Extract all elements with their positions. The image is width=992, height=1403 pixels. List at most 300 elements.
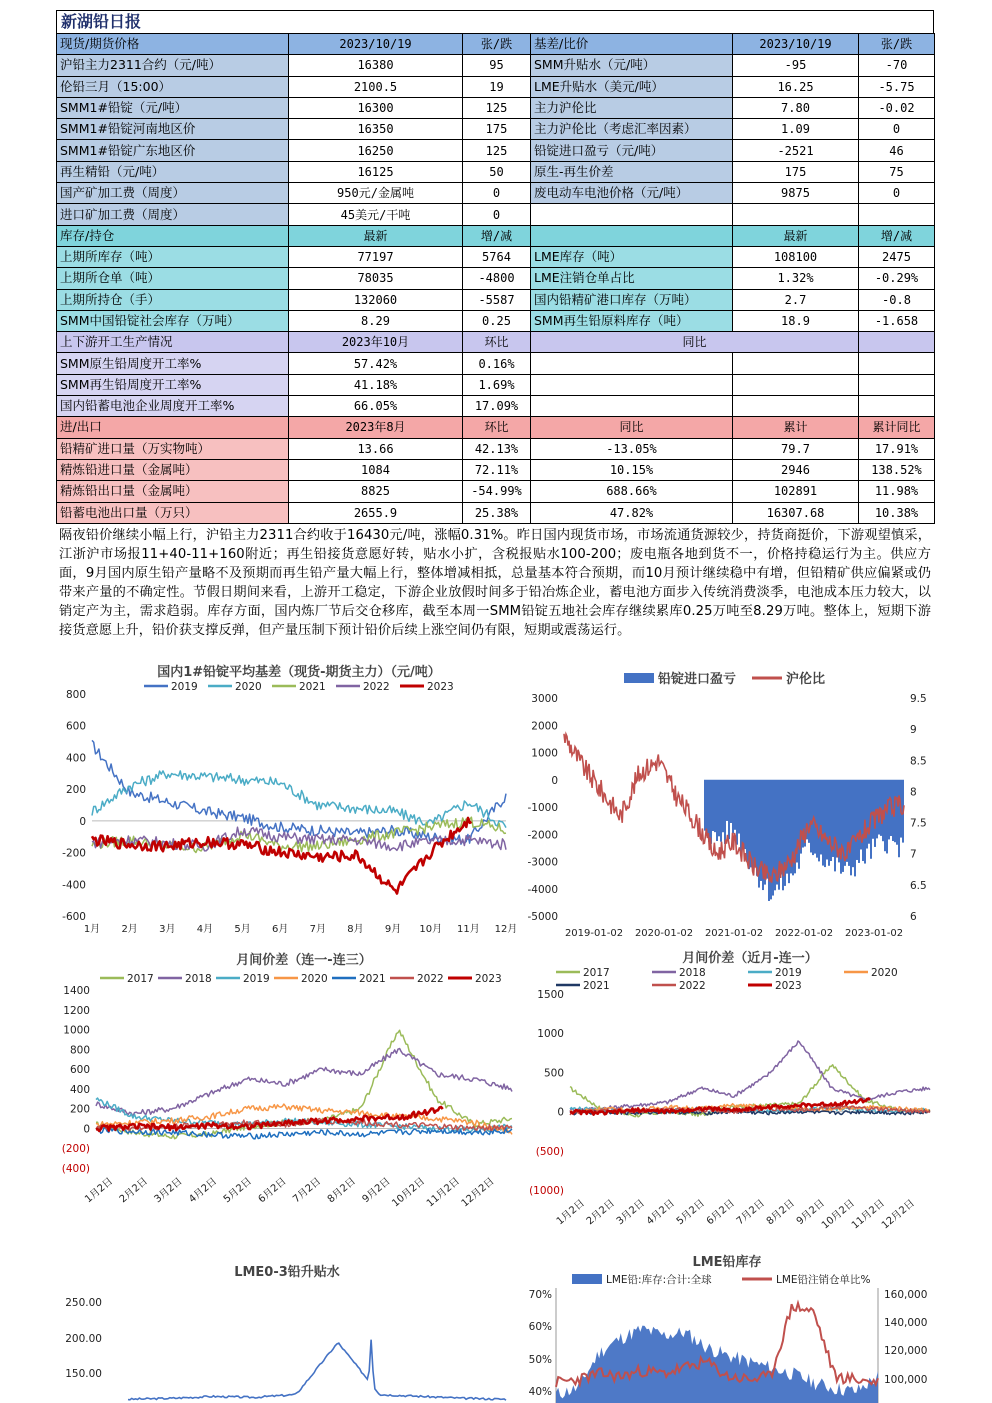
profit-bar bbox=[766, 780, 768, 879]
table-cell: 16307.68 bbox=[733, 502, 859, 523]
y2-tick-label: 140,000 bbox=[884, 1317, 928, 1329]
table-cell: 16300 bbox=[289, 97, 463, 118]
y2-tick-label: 8.5 bbox=[910, 755, 927, 768]
table-cell: SMM1#铅锭河南地区价 bbox=[57, 119, 289, 140]
table-row bbox=[57, 183, 935, 204]
table-cell: -13.05% bbox=[531, 438, 733, 459]
table-cell: 铅锭进口盈亏（元/吨） bbox=[531, 140, 733, 161]
profit-bar bbox=[706, 780, 708, 836]
profit-bar bbox=[816, 780, 818, 858]
legend-label: 2023 bbox=[775, 980, 802, 992]
profit-bar bbox=[740, 780, 742, 853]
y2-tick-label: 120,000 bbox=[884, 1345, 928, 1357]
table-row bbox=[57, 310, 935, 331]
profit-bar bbox=[788, 780, 790, 883]
table-cell: 1084 bbox=[289, 459, 463, 480]
table-row bbox=[57, 161, 935, 182]
table-cell: 上期所仓单（吨） bbox=[57, 268, 289, 289]
table-row bbox=[57, 140, 935, 161]
table-cell: 主力沪伦比（考虑汇率因素） bbox=[531, 119, 733, 140]
profit-bar bbox=[734, 780, 736, 830]
market-summary: 隔夜铅价继续小幅上行，沪铅主力2311合约收于16430元/吨，涨幅0.31%。昨日国内现货市场，市场流通货源较少，持货商挺价，下游观望慎采，江浙沪市场报11+40-11+160附近；再生铅接货意愿好转，贴水小扩，含税报贴水100-200；废电瓶各地到货不一，价格持稳运行为主。供应方面，9月国内原生铅产量略不及预期而再生铅产量大幅上行，整体增减相抵，总量基本符合预期，而10月预计继续稳中有增，但铅精矿供应偏紧或仍带来产量的不确定性。节假日期间来看，上游开工稳定，下游企业放假时间多于铅冶炼企业，蓄电池方面步入传统消费淡季，电池成本压力较大，以销定产为主，需求趋弱。库存方面，国内炼厂节后交仓移库，截至本周一SMM铅锭五地社会库存继续累库0.25万吨至8.29万吨。整体上，短期下游接货意愿上升，铅价获支撑反弹，但产量压制下预计铅价后续上涨空间仍有限，短期或震荡运行。 bbox=[59, 527, 931, 638]
y-tick-label: 0 bbox=[557, 1106, 564, 1119]
header-cell: 2023年10月 bbox=[289, 332, 463, 353]
table-row bbox=[57, 459, 935, 480]
table-cell: 688.66% bbox=[531, 481, 733, 502]
y2-tick-label: 160,000 bbox=[884, 1289, 928, 1301]
table-cell: 0 bbox=[859, 119, 935, 140]
table-cell: 9875 bbox=[733, 183, 859, 204]
profit-bar bbox=[852, 780, 854, 867]
x-tick-label: 6月2日 bbox=[704, 1197, 737, 1228]
table-cell bbox=[859, 374, 935, 395]
y-tick-label: 500 bbox=[543, 1067, 564, 1080]
x-tick-label: 1月2日 bbox=[554, 1197, 587, 1228]
table-cell: 进口矿加工费（周度） bbox=[57, 204, 289, 225]
table-cell: LME升贴水（美元/吨） bbox=[531, 76, 733, 97]
x-tick-label: 2月2日 bbox=[117, 1175, 150, 1206]
header-cell: 环比 bbox=[463, 332, 531, 353]
table-cell: 77197 bbox=[289, 246, 463, 267]
table-cell: 72.11% bbox=[463, 459, 531, 480]
legend-label: 2022 bbox=[363, 681, 390, 693]
chart-title: 月间价差（近月-连一） bbox=[682, 951, 818, 966]
table-cell: 66.05% bbox=[289, 396, 463, 417]
table-cell: 16250 bbox=[289, 140, 463, 161]
profit-bar bbox=[824, 780, 826, 867]
table-cell: 16380 bbox=[289, 55, 463, 76]
table-cell: 17.91% bbox=[859, 438, 935, 459]
y-tick-label: 60% bbox=[528, 1321, 552, 1333]
legend-label: 2017 bbox=[127, 973, 154, 985]
y-tick-label: 200 bbox=[69, 1103, 90, 1116]
profit-bar bbox=[776, 780, 778, 885]
header-cell: 环比 bbox=[463, 417, 531, 438]
table-row bbox=[57, 97, 935, 118]
x-tick-label: 5月2日 bbox=[674, 1197, 707, 1228]
profit-bar bbox=[726, 780, 728, 821]
table-cell bbox=[531, 353, 733, 374]
x-tick-label: 10月2日 bbox=[819, 1197, 857, 1232]
profit-bar bbox=[780, 780, 782, 875]
table-cell: -5.75 bbox=[859, 76, 935, 97]
x-tick-label: 2月 bbox=[121, 924, 138, 935]
table-cell bbox=[859, 353, 935, 374]
x-tick-label: 4月2日 bbox=[187, 1175, 220, 1206]
y2-tick-label: 6.5 bbox=[910, 879, 927, 892]
table-cell: 102891 bbox=[733, 481, 859, 502]
y-tick-label: 150.00 bbox=[65, 1368, 102, 1380]
table-cell: 16350 bbox=[289, 119, 463, 140]
table-row bbox=[57, 76, 935, 97]
series-line-2018 bbox=[570, 1041, 930, 1112]
x-tick-label: 12月 bbox=[494, 924, 518, 935]
header-cell: 累计 bbox=[733, 417, 859, 438]
legend-label: 2017 bbox=[583, 967, 610, 979]
y2-tick-label: 6 bbox=[910, 911, 917, 923]
x-tick-label: 7月2日 bbox=[734, 1197, 767, 1228]
profit-bar bbox=[730, 780, 732, 823]
header-cell: 进/出口 bbox=[57, 417, 289, 438]
profit-bar bbox=[810, 780, 812, 853]
table-cell: 铅精矿进口量（万实物吨） bbox=[57, 438, 289, 459]
x-tick-label: 11月2日 bbox=[849, 1197, 887, 1232]
y-tick-label: 600 bbox=[69, 1064, 90, 1077]
table-cell: 8.29 bbox=[289, 310, 463, 331]
legend-swatch bbox=[624, 673, 654, 683]
y-tick-label: 400 bbox=[69, 1083, 90, 1096]
table-cell: -70 bbox=[859, 55, 935, 76]
table-cell bbox=[859, 396, 935, 417]
profit-bar bbox=[822, 780, 824, 866]
header-cell: 同比 bbox=[531, 417, 733, 438]
series-line-2021 bbox=[92, 817, 506, 852]
y-tick-label: 400 bbox=[65, 752, 86, 765]
table-cell: 原生-再生价差 bbox=[531, 161, 733, 182]
table-cell: 175 bbox=[733, 161, 859, 182]
x-tick-label: 2021-01-02 bbox=[704, 928, 764, 939]
table-cell bbox=[733, 396, 859, 417]
inventory-header-row bbox=[57, 225, 935, 246]
header-cell: 2023年8月 bbox=[289, 417, 463, 438]
x-tick-label: 11月2日 bbox=[424, 1175, 462, 1210]
x-tick-label: 6月 bbox=[271, 924, 289, 935]
x-tick-label: 4月2日 bbox=[644, 1197, 677, 1228]
y-tick-label: (500) bbox=[535, 1145, 564, 1158]
profit-bar bbox=[728, 780, 730, 839]
table-cell: 主力沪伦比 bbox=[531, 97, 733, 118]
table-row bbox=[57, 55, 935, 76]
x-tick-label: 8月 bbox=[347, 924, 364, 935]
table-cell bbox=[531, 374, 733, 395]
table-cell: 42.13% bbox=[463, 438, 531, 459]
profit-bar bbox=[896, 780, 898, 845]
table-cell: 79.7 bbox=[733, 438, 859, 459]
table-cell: LME注销仓单占比 bbox=[531, 268, 733, 289]
legend-label: 2018 bbox=[185, 973, 212, 985]
legend-label: LME铅注销仓单比% bbox=[776, 1274, 871, 1286]
header-cell bbox=[859, 332, 935, 353]
y-tick-label: 40% bbox=[528, 1386, 552, 1398]
table-cell: 2475 bbox=[859, 246, 935, 267]
y-tick-label: -3000 bbox=[527, 856, 558, 869]
table-row bbox=[57, 438, 935, 459]
table-cell: 13.66 bbox=[289, 438, 463, 459]
table-cell: 950元/金属吨 bbox=[289, 183, 463, 204]
y-tick-label: 70% bbox=[528, 1289, 552, 1301]
table-cell: SMM再生铅原料库存（吨） bbox=[531, 310, 733, 331]
y-tick-label: 800 bbox=[69, 1044, 90, 1057]
table-cell: -0.8 bbox=[859, 289, 935, 310]
chart-title: LME铅库存 bbox=[692, 1255, 762, 1270]
legend-label: 2023 bbox=[427, 681, 454, 693]
y2-tick-label: 100,000 bbox=[884, 1374, 928, 1386]
table-cell: 11.98% bbox=[859, 481, 935, 502]
table-cell bbox=[859, 204, 935, 225]
table-row bbox=[57, 204, 935, 225]
table-cell: SMM原生铅周度开工率% bbox=[57, 353, 289, 374]
y-tick-label: 200.00 bbox=[65, 1333, 102, 1345]
chart-lme-stock bbox=[520, 1252, 934, 1403]
header-cell: 最新 bbox=[733, 225, 859, 246]
legend-label: 2020 bbox=[871, 967, 898, 979]
table-cell: -4800 bbox=[463, 268, 531, 289]
table-cell: 0 bbox=[463, 204, 531, 225]
table-cell: 8825 bbox=[289, 481, 463, 502]
table-cell: 138.52% bbox=[859, 459, 935, 480]
profit-bar bbox=[756, 780, 758, 876]
y-tick-label: 1000 bbox=[63, 1024, 90, 1037]
header-cell: 增/减 bbox=[859, 225, 935, 246]
table-cell: LME库存（吨） bbox=[531, 246, 733, 267]
y-tick-label: -1000 bbox=[527, 802, 558, 814]
profit-bar bbox=[714, 780, 716, 832]
y-tick-label: (1000) bbox=[529, 1185, 564, 1197]
table-cell: 78035 bbox=[289, 268, 463, 289]
legend-swatch bbox=[572, 1274, 602, 1284]
chart-title: 月间价差（连一-连三） bbox=[236, 953, 372, 968]
table-cell: 2100.5 bbox=[289, 76, 463, 97]
profit-bar bbox=[886, 780, 888, 854]
x-tick-label: 6月2日 bbox=[256, 1175, 289, 1206]
table-cell: 0 bbox=[859, 183, 935, 204]
chart-import-profit bbox=[520, 658, 934, 944]
y2-tick-label: 9 bbox=[910, 724, 917, 737]
table-cell: 125 bbox=[463, 97, 531, 118]
x-tick-label: 7月2日 bbox=[291, 1175, 324, 1206]
table-cell: SMM再生铅周度开工率% bbox=[57, 374, 289, 395]
legend-label: 2018 bbox=[679, 967, 706, 979]
table-cell: 16.25 bbox=[733, 76, 859, 97]
profit-bar bbox=[888, 780, 890, 840]
profit-bar bbox=[720, 780, 722, 842]
table-cell: 0.25 bbox=[463, 310, 531, 331]
profit-bar bbox=[834, 780, 836, 872]
table-cell: 1.32% bbox=[733, 268, 859, 289]
header-cell: 2023/10/19 bbox=[733, 34, 859, 55]
table-row bbox=[57, 396, 935, 417]
y2-tick-label: 7 bbox=[910, 848, 917, 861]
legend-label: 2020 bbox=[235, 681, 262, 693]
y-tick-label: 1400 bbox=[63, 985, 90, 997]
table-cell: 25.38% bbox=[463, 502, 531, 523]
legend-label: 2023 bbox=[475, 973, 502, 985]
x-tick-label: 9月2日 bbox=[360, 1175, 393, 1206]
profit-bar bbox=[732, 780, 734, 834]
chart-title: 国内1#铅锭平均基差（现货-期货主力）（元/吨） bbox=[157, 665, 441, 680]
table-cell: SMM中国铅锭社会库存（万吨） bbox=[57, 310, 289, 331]
table-cell: -0.02 bbox=[859, 97, 935, 118]
table-cell bbox=[733, 374, 859, 395]
table-cell: 精炼铅出口量（金属吨） bbox=[57, 481, 289, 502]
table-row bbox=[57, 502, 935, 523]
profit-bar bbox=[898, 780, 900, 857]
table-cell: 50 bbox=[463, 161, 531, 182]
profit-bar bbox=[704, 780, 706, 831]
y-tick-label: 3000 bbox=[531, 693, 558, 705]
y-tick-label: -200 bbox=[62, 847, 86, 860]
chart-spread-near bbox=[520, 948, 934, 1248]
profit-bar bbox=[718, 780, 720, 837]
x-tick-label: 5月 bbox=[234, 924, 251, 935]
x-tick-label: 1月 bbox=[83, 924, 101, 935]
table-row bbox=[57, 289, 935, 310]
x-tick-label: 5月2日 bbox=[221, 1175, 254, 1206]
table-cell bbox=[531, 204, 733, 225]
legend-label: 2019 bbox=[775, 967, 802, 979]
table-cell: -5587 bbox=[463, 289, 531, 310]
header-cell: 同比 bbox=[531, 332, 859, 353]
table-cell: 17.09% bbox=[463, 396, 531, 417]
x-tick-label: 12月2日 bbox=[459, 1175, 497, 1210]
profit-bar bbox=[858, 780, 860, 863]
table-row bbox=[57, 268, 935, 289]
legend-label: 铅锭进口盈亏 bbox=[658, 672, 737, 687]
y-tick-label: 50% bbox=[528, 1354, 552, 1366]
profit-bar bbox=[736, 780, 738, 845]
legend-label: LME铅:库存:合计:全球 bbox=[606, 1274, 712, 1286]
y-tick-label: -400 bbox=[62, 879, 86, 892]
table-cell: 0 bbox=[463, 183, 531, 204]
profit-bar bbox=[744, 780, 746, 849]
table-cell: 伦铅三月（15:00） bbox=[57, 76, 289, 97]
x-tick-label: 1月2日 bbox=[83, 1175, 116, 1206]
header-cell: 上下游开工生产情况 bbox=[57, 332, 289, 353]
table-cell: 7.80 bbox=[733, 97, 859, 118]
table-row bbox=[57, 353, 935, 374]
header-cell: 现货/期货价格 bbox=[57, 34, 289, 55]
x-tick-label: 11月 bbox=[456, 924, 480, 935]
y-tick-label: 200 bbox=[65, 784, 86, 797]
header-cell: 累计同比 bbox=[859, 417, 935, 438]
y-tick-label: 600 bbox=[65, 720, 86, 733]
x-tick-label: 7月 bbox=[309, 924, 327, 935]
y-tick-label: -2000 bbox=[527, 829, 558, 842]
x-tick-label: 2022-01-02 bbox=[774, 928, 834, 939]
x-tick-label: 9月 bbox=[384, 924, 402, 935]
header-cell: 增/减 bbox=[463, 225, 531, 246]
y-tick-label: -5000 bbox=[527, 911, 558, 923]
profit-bar bbox=[738, 780, 740, 834]
profit-bar bbox=[828, 780, 830, 866]
table-row bbox=[57, 119, 935, 140]
profit-bar bbox=[708, 780, 710, 842]
x-tick-label: 10月 bbox=[419, 924, 443, 935]
legend-label: 2021 bbox=[583, 980, 610, 992]
profit-bar bbox=[818, 780, 820, 862]
header-cell: 最新 bbox=[289, 225, 463, 246]
table-cell: 57.42% bbox=[289, 353, 463, 374]
table-cell: 16125 bbox=[289, 161, 463, 182]
y-tick-label: (200) bbox=[61, 1143, 90, 1156]
x-tick-label: 3月2日 bbox=[614, 1197, 647, 1228]
profit-bar bbox=[722, 780, 724, 832]
table-cell: 国内铅蓄电池企业周度开工率% bbox=[57, 396, 289, 417]
header-cell: 张/跌 bbox=[463, 34, 531, 55]
x-tick-label: 2020-01-02 bbox=[634, 928, 694, 939]
profit-bar bbox=[840, 780, 842, 874]
y2-tick-label: 9.5 bbox=[910, 693, 927, 705]
table-cell: 95 bbox=[463, 55, 531, 76]
table-cell: 2655.9 bbox=[289, 502, 463, 523]
chart-lme-spread bbox=[56, 1252, 518, 1403]
y-tick-label: 0 bbox=[79, 815, 86, 828]
table-cell: 46 bbox=[859, 140, 935, 161]
report-title: 新湖铅日报 bbox=[56, 10, 934, 33]
y-tick-label: 250.00 bbox=[65, 1297, 102, 1309]
table-cell: -0.29% bbox=[859, 268, 935, 289]
table-cell: 5764 bbox=[463, 246, 531, 267]
table-cell: SMM升贴水（元/吨） bbox=[531, 55, 733, 76]
x-tick-label: 12月2日 bbox=[879, 1197, 917, 1232]
table-cell: -95 bbox=[733, 55, 859, 76]
table-cell: 1.09 bbox=[733, 119, 859, 140]
table-cell: 108100 bbox=[733, 246, 859, 267]
series-line-2019 bbox=[92, 740, 506, 844]
table-cell: 45美元/干吨 bbox=[289, 204, 463, 225]
profit-bar bbox=[850, 780, 852, 876]
table-cell: 精炼铅进口量（金属吨） bbox=[57, 459, 289, 480]
x-tick-label: 8月2日 bbox=[764, 1197, 797, 1228]
profit-bar bbox=[826, 780, 828, 860]
x-tick-label: 8月2日 bbox=[325, 1175, 358, 1206]
x-tick-label: 2019-01-02 bbox=[564, 928, 624, 939]
x-tick-label: 3月2日 bbox=[152, 1175, 185, 1206]
production-header-row bbox=[57, 332, 935, 353]
legend-label: 2020 bbox=[301, 973, 328, 985]
table-cell: 沪铅主力2311合约（元/吨） bbox=[57, 55, 289, 76]
y-tick-label: -600 bbox=[62, 911, 86, 923]
spread-line bbox=[128, 1340, 506, 1401]
profit-bar bbox=[724, 780, 726, 844]
x-tick-label: 4月 bbox=[196, 924, 214, 935]
legend-label: 2021 bbox=[359, 973, 386, 985]
table-cell: 18.9 bbox=[733, 310, 859, 331]
header-cell: 2023/10/19 bbox=[289, 34, 463, 55]
y-tick-label: 1200 bbox=[63, 1004, 90, 1017]
header-cell bbox=[531, 225, 733, 246]
chart-title: LME0-3铅升贴水 bbox=[234, 1265, 340, 1280]
table-cell: 2946 bbox=[733, 459, 859, 480]
header-cell: 基差/比价 bbox=[531, 34, 733, 55]
legend-label: 2019 bbox=[171, 681, 198, 693]
table-cell: 41.18% bbox=[289, 374, 463, 395]
table-cell: 10.15% bbox=[531, 459, 733, 480]
table-cell: 132060 bbox=[289, 289, 463, 310]
profit-bar bbox=[862, 780, 864, 861]
daily-report bbox=[56, 10, 934, 642]
table-cell: 1.69% bbox=[463, 374, 531, 395]
price-header-row bbox=[57, 34, 935, 55]
profit-bar bbox=[752, 780, 754, 870]
profit-bar bbox=[854, 780, 856, 877]
x-tick-label: 3月 bbox=[159, 924, 176, 935]
profit-bar bbox=[872, 780, 874, 839]
table-cell: SMM1#铅锭广东地区价 bbox=[57, 140, 289, 161]
chart-spread-1-3 bbox=[56, 948, 518, 1248]
table-cell: 0.16% bbox=[463, 353, 531, 374]
header-cell: 张/跌 bbox=[859, 34, 935, 55]
table-cell: 铅蓄电池出口量（万只） bbox=[57, 502, 289, 523]
data-table bbox=[56, 33, 935, 524]
table-cell: -2521 bbox=[733, 140, 859, 161]
legend-label: 2022 bbox=[679, 980, 706, 992]
table-row bbox=[57, 481, 935, 502]
legend-label: 沪伦比 bbox=[786, 672, 826, 687]
y-tick-label: 1000 bbox=[531, 747, 558, 760]
profit-bar bbox=[710, 780, 712, 844]
table-cell: 再生精铅（元/吨） bbox=[57, 161, 289, 182]
